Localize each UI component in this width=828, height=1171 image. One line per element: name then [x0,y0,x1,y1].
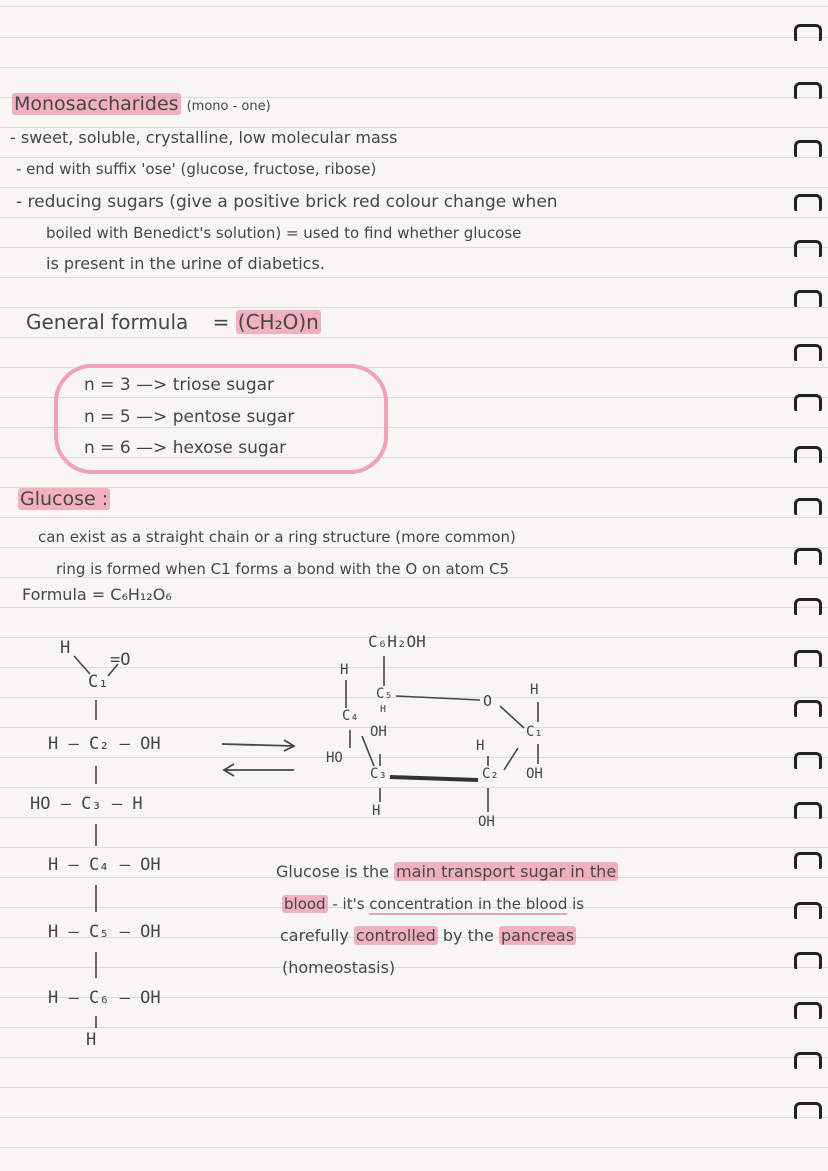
pentose-line: n = 5 —> pentose sugar [84,407,295,427]
chain-top-h: H [60,638,71,658]
bullet-3: - reducing sugars (give a positive brick red colour change when [16,192,558,212]
heading-note: (mono - one) [186,99,271,114]
ring-oxygen: O [483,692,493,710]
bullet-1: - sweet, soluble, crystalline, low molecular mass [10,128,398,147]
ring-c4: C₄ [342,708,359,724]
summary-text: carefully [280,926,354,945]
ring-h-c1: H [530,682,539,698]
chain-bonds [74,656,118,1028]
bullet-3-end: is present in the urine of diabetics. [46,254,325,273]
chain-c1: C₁ [88,672,109,692]
ring-bold-bond [390,777,478,780]
bullet-2: - end with suffix 'ose' (glucose, fructose, ribose) [16,160,377,178]
triose-line: n = 3 —> triose sugar [84,375,275,395]
ring-c3: C₃ [370,766,387,782]
ring-h-c5: H [380,704,387,715]
general-formula-value: (CH₂O)n [237,310,319,334]
ring-h-c2: H [476,738,485,754]
ring-h-top-left: H [340,662,349,678]
glucose-line-2: ring is formed when C1 forms a bond with the O on atom C5 [56,560,510,578]
monosaccharides-heading: Monosaccharides [14,93,179,115]
hexose-line: n = 6 —> hexose sugar [84,438,287,458]
ring-oh-c1: OH [526,766,543,782]
chain-top-o: =O [110,650,131,670]
ring-oh-c2: OH [478,814,495,830]
ring-bonds [346,656,538,812]
chain-row-c5: H – C₅ – OH [48,922,161,942]
summary-highlight-1: main transport sugar in the [396,862,617,881]
chain-row-c6: H – C₆ – OH [48,988,161,1008]
glucose-title: Glucose : [20,488,109,510]
summary-highlight-blood: blood [284,895,326,913]
bullet-3-cont: boiled with Benedict's solution) = used to find whether glucose [46,224,522,242]
ring-c5: C₅ [376,686,393,702]
chain-row-c4: H – C₄ – OH [48,855,161,875]
equals-sign: = [212,310,230,334]
ring-ho: HO [326,750,343,766]
ring-c2: C₂ [482,766,499,782]
chain-bottom-h: H [86,1030,97,1050]
summary-text: Glucose is the [276,862,395,881]
summary-text: - it's [327,895,370,913]
summary-line-4: (homeostasis) [282,958,396,977]
glucose-line-1: can exist as a straight chain or a ring structure (more common) [38,528,516,546]
summary-text: is [567,895,585,913]
glucose-formula: Formula = C₆H₁₂O₆ [22,585,172,604]
summary-text: by the [437,926,499,945]
chain-row-c3: HO – C₃ – H [30,794,143,814]
summary-underline: concentration in the blood [369,895,568,913]
ring-ch2oh: C₆H₂OH [368,632,426,651]
equilibrium-arrows [222,740,294,776]
general-formula-label: General formula [26,310,189,334]
ring-h-c3: H [372,803,381,819]
summary-highlight-pancreas: pancreas [500,926,575,945]
chain-row-c2: H – C₂ – OH [48,734,161,754]
ring-oh-c4: OH [370,724,387,740]
ring-c1: C₁ [526,724,543,740]
summary-highlight-controlled: controlled [355,926,436,945]
